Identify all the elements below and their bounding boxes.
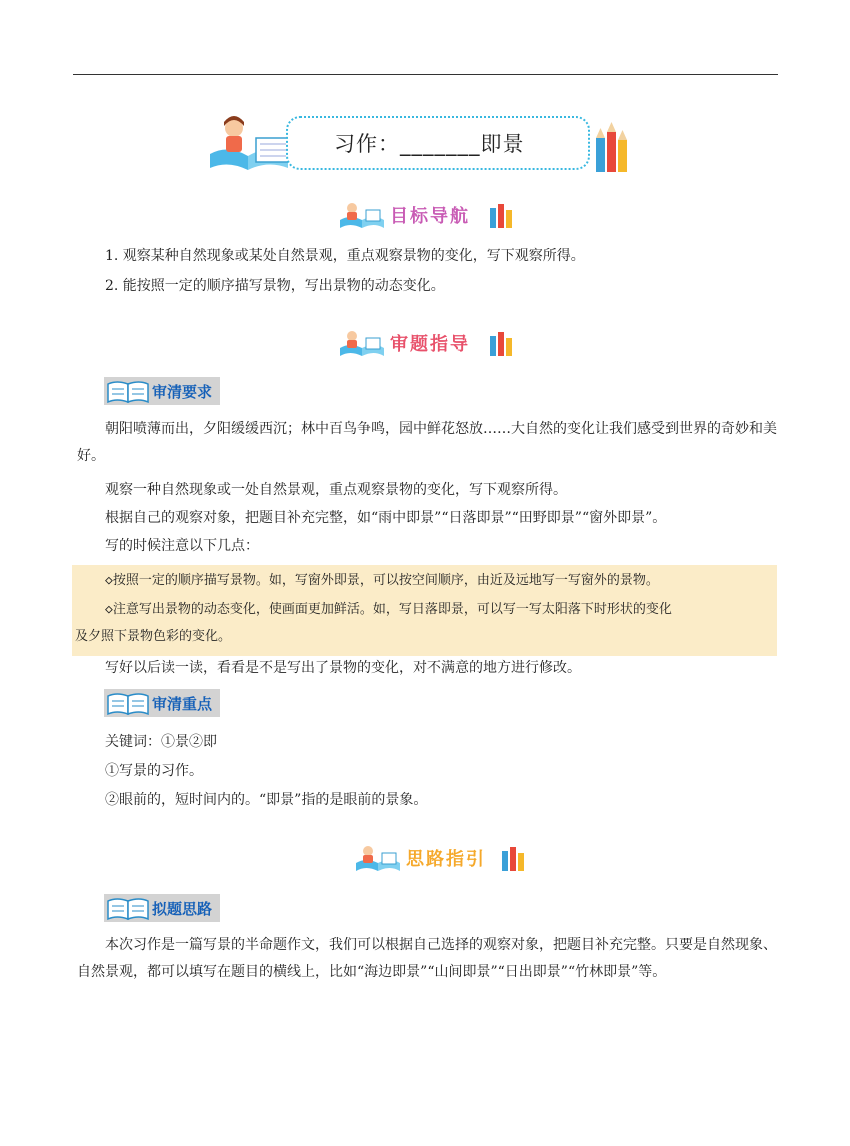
subheading-requirements-label: 审清要求 <box>152 383 213 401</box>
open-book-icon <box>106 690 150 716</box>
section-banner-review <box>338 326 518 360</box>
subheading-keypoints <box>104 689 220 717</box>
title-box <box>208 112 634 174</box>
section-title-ideas: 思路指引 <box>406 849 486 870</box>
girl-reading-icon <box>338 200 386 230</box>
requirements-paragraph-1: 朝阳喷薄而出，夕阳缓缓西沉；林中百鸟争鸣，园中鲜花怒放……大自然的变化让我们感受到世界的奇妙和美好。 <box>77 421 777 464</box>
tip-1: ◇按照一定的顺序描写景物。如，写窗外即景，可以按空间顺序，由近及远地写一写窗外的景物。 <box>105 573 659 588</box>
subheading-drafting <box>104 894 220 922</box>
keypoints-line-1: 关键词：①景②即 <box>105 734 217 750</box>
subheading-requirements <box>104 377 220 405</box>
pencils-icon <box>488 198 514 228</box>
open-book-icon <box>106 378 150 404</box>
girl-reading-icon <box>338 328 386 358</box>
requirements-paragraph-2: 观察一种自然现象或一处自然景观，重点观察景物的变化，写下观察所得。 <box>105 482 567 498</box>
tip-2-continued: 及夕照下景物色彩的变化。 <box>75 629 232 644</box>
pencils-icon <box>500 841 526 871</box>
goal-item-2: 2. 能按照一定的顺序描写景物，写出景物的动态变化。 <box>105 278 445 294</box>
requirements-paragraph-5: 写好以后读一读，看看是不是写出了景物的变化，对不满意的地方进行修改。 <box>105 660 581 676</box>
section-banner-ideas <box>354 841 534 875</box>
goal-item-1: 1. 观察某种自然现象或某处自然景观，重点观察景物的变化，写下观察所得。 <box>105 248 585 264</box>
requirements-paragraph-4: 写的时候注意以下几点： <box>105 538 259 554</box>
section-banner-goals <box>338 198 518 232</box>
requirements-paragraph-3: 根据自己的观察对象，把题目补充完整，如“雨中即景”“日落即景”“田野即景”“窗外即景”。 <box>105 510 667 526</box>
tip-2: ◇注意写出景物的动态变化，使画面更加鲜活。如，写日落即景，可以写一写太阳落下时形状的变化 <box>105 602 672 617</box>
open-book-icon <box>106 895 150 921</box>
section-title-goals: 目标导航 <box>390 206 470 227</box>
tips-highlight-box <box>72 565 777 656</box>
subheading-drafting-label: 拟题思路 <box>152 900 213 918</box>
girl-reading-icon <box>354 843 402 873</box>
pencils-icon <box>592 122 634 174</box>
pencils-icon <box>488 326 514 356</box>
keypoints-line-2: ①写景的习作。 <box>105 763 203 779</box>
keypoints-line-3: ②眼前的，短时间内的。“即景”指的是眼前的景象。 <box>105 792 428 808</box>
page-title: 习作：_______即景 <box>334 132 525 156</box>
header-rule <box>73 74 778 75</box>
subheading-keypoints-label: 审清重点 <box>152 695 213 713</box>
section-title-review: 审题指导 <box>390 334 470 355</box>
drafting-paragraph: 本次习作是一篇写景的半命题作文，我们可以根据自己选择的观察对象，把题目补充完整。只要是自然现象、自然景观，都可以填写在题目的横线上，比如“海边即景”“山间即景”“日出即景”“竹林即景”等。 <box>77 937 777 980</box>
